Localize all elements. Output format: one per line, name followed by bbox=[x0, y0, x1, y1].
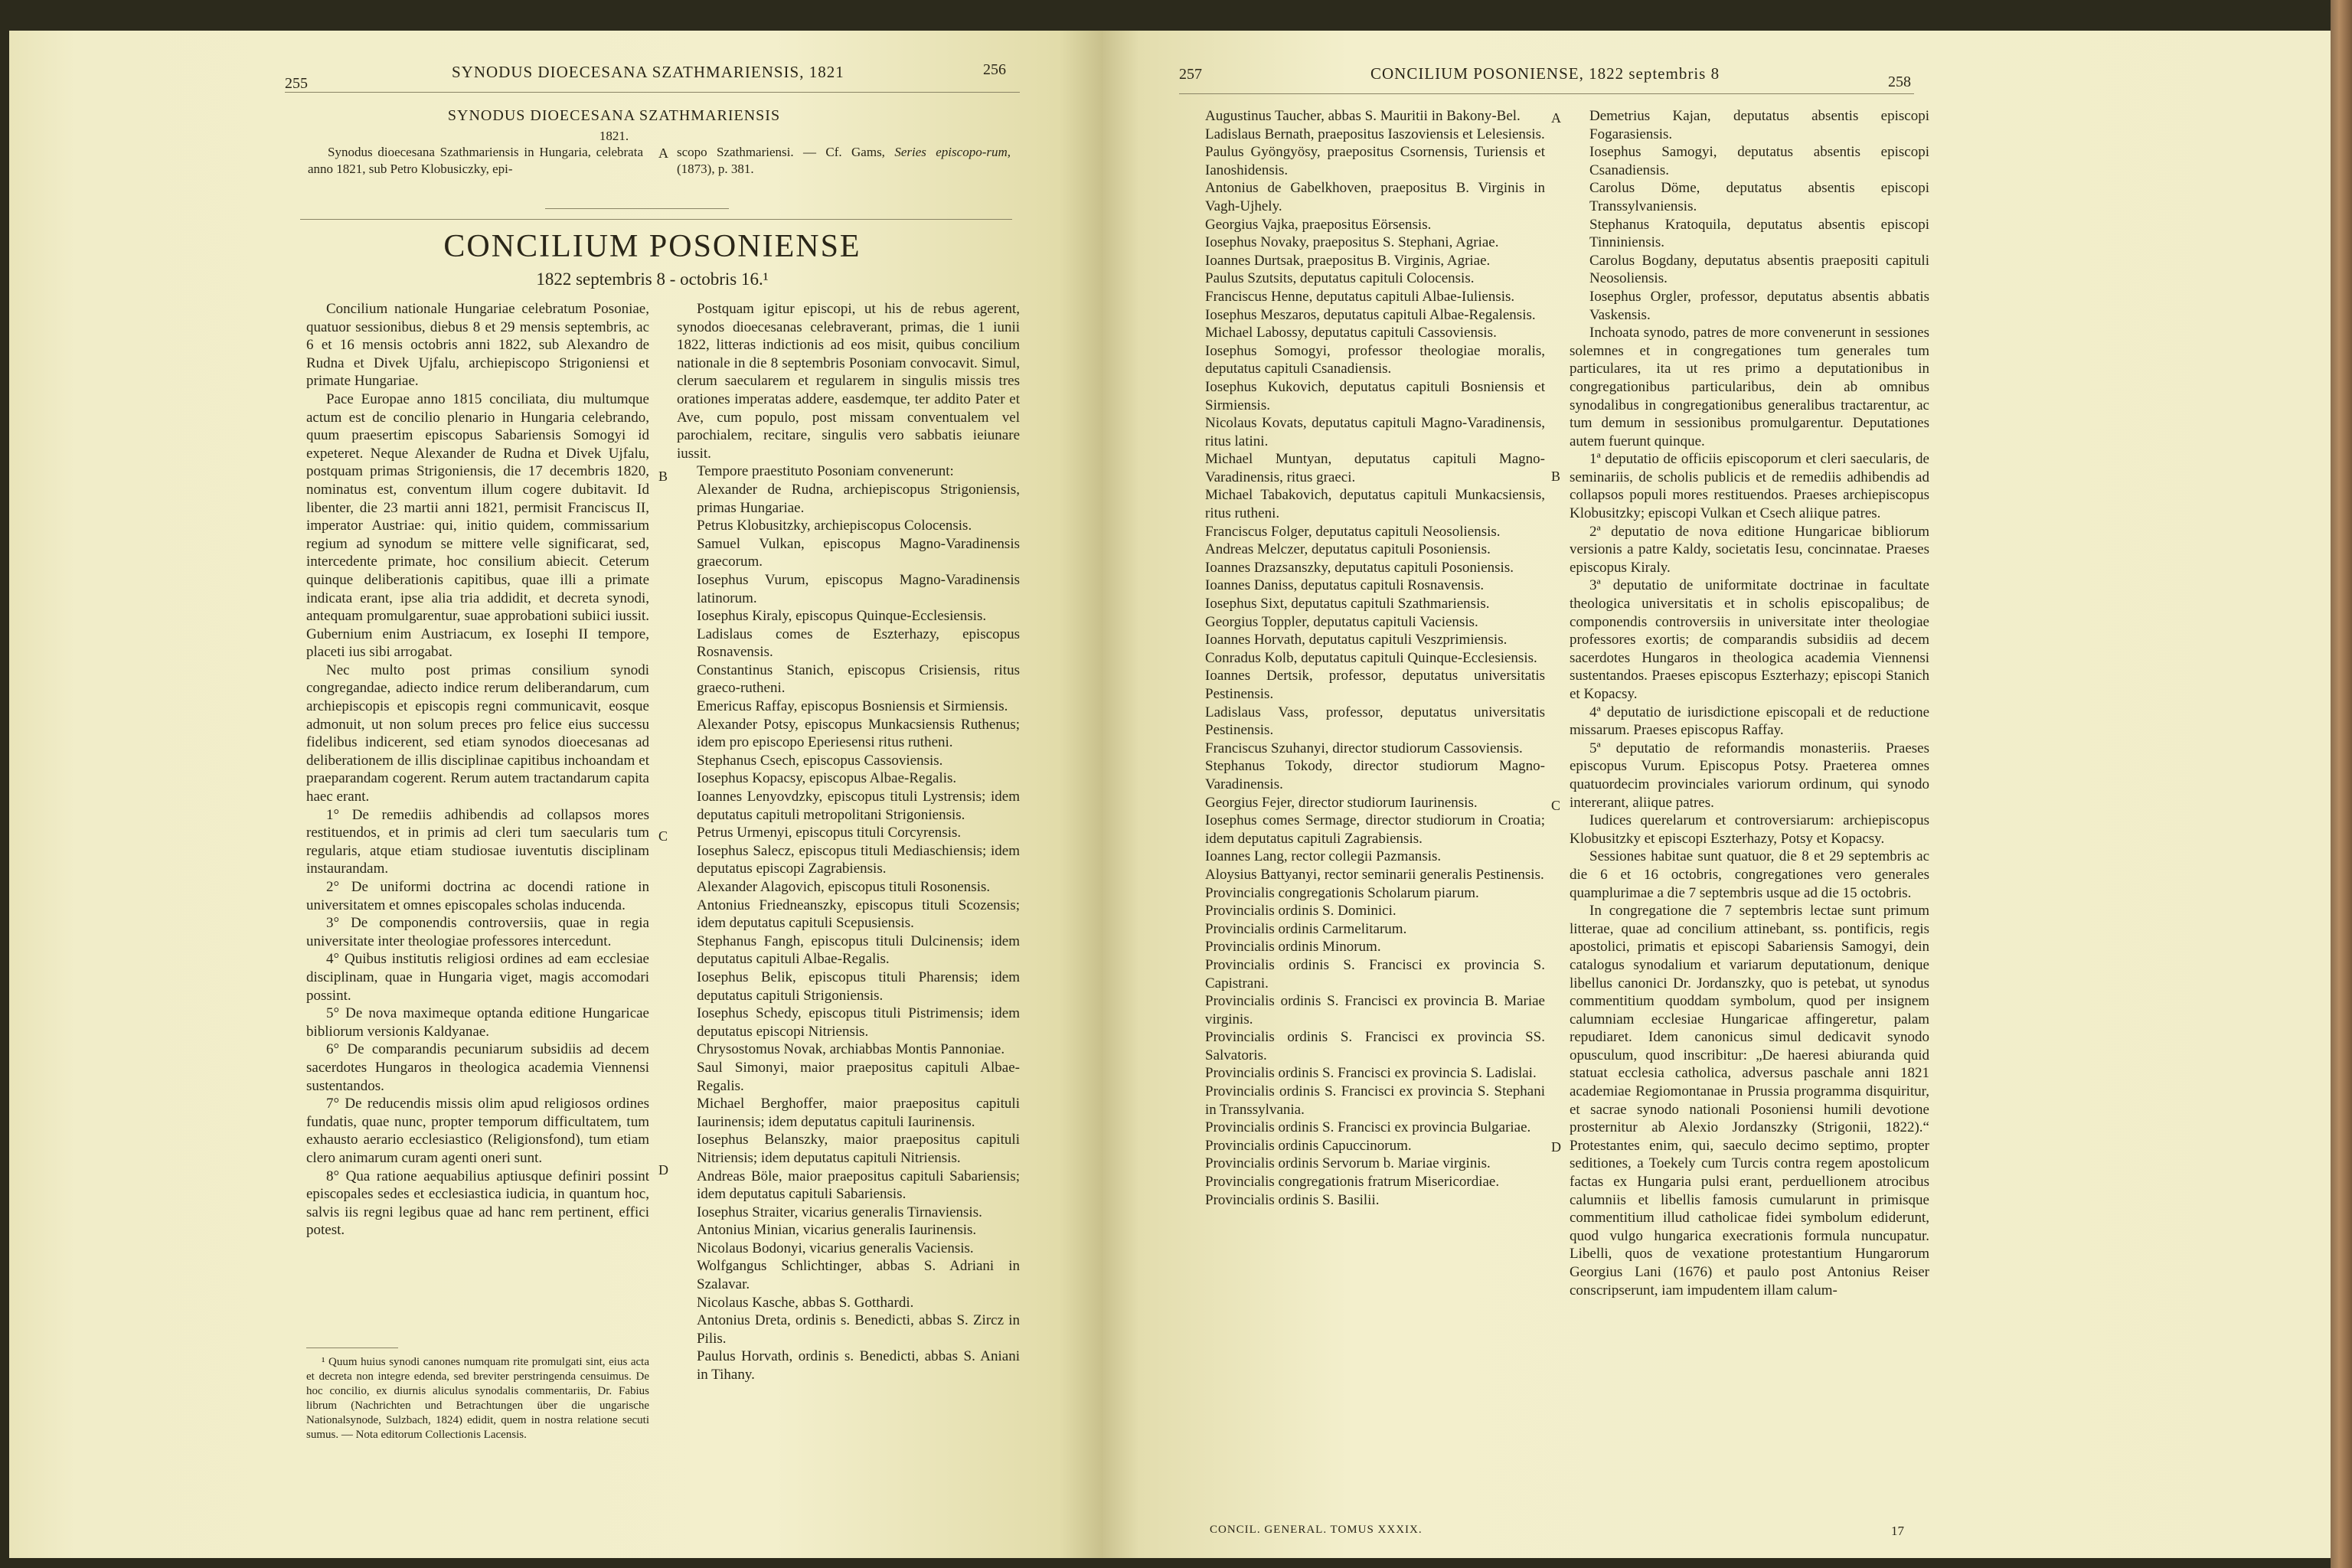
footnote bbox=[306, 1355, 649, 1442]
book-edge bbox=[2331, 0, 2352, 1568]
attendee-entry: Antonius Minian, vicarius generalis Iaurinensis. bbox=[697, 1222, 977, 1239]
synod-year: 1821. bbox=[599, 129, 629, 143]
attendee-entry: Iosephus Kukovich, deputatus capituli Bosniensis et Sirmiensis. bbox=[1205, 378, 1545, 413]
paragraph: Postquam igitur episcopi, ut his de rebus agerent, synodos dioecesanas celebraverant, primas, die 1 iunii 1822, litteras indictionis ad eos misit, quibus concilium nationale in die 8 septembris Posoniam convocavit. Simul, clerum saecularem et regularem in singulis missis tres orationes imperatas addere, easdemque, ter addito Pater et Ave, cum populo, post missam conventualem vel parochialem, recitare, singulis vero sabbatis ieiunare iussit. bbox=[677, 301, 1020, 462]
attendee-entry: Provincialis ordinis Minorum. bbox=[1205, 939, 1381, 956]
attendee-entry: Ladislaus comes de Eszterhazy, episcopus Rosnavensis. bbox=[697, 626, 1020, 661]
attendee-entry: Ioannes Daniss, deputatus capituli Rosnavensis. bbox=[1205, 577, 1485, 594]
attendee-entry: Antonius Dreta, ordinis s. Benedicti, abbas S. Zircz in Pilis. bbox=[697, 1312, 1020, 1347]
attendee-entry: Franciscus Folger, deputatus capituli Neosoliensis. bbox=[1205, 523, 1501, 540]
attendee-entry: Provincialis ordinis S. Francisci ex provincia Bulgariae. bbox=[1205, 1119, 1531, 1136]
synod-intro-b bbox=[677, 144, 1011, 178]
attendee-entry: Iosephus Kopacsy, episcopus Albae-Regalis. bbox=[697, 770, 957, 787]
paragraph: 7° De reducendis missis olim apud religiosos ordines fundatis, quae nunc, propter temporum difficultatem, tum exhausto aerario ecclesiastico (Religionsfond), tum etiam clero animarum curam agenti oneri sunt. bbox=[306, 1096, 649, 1166]
margin-marker-c: C bbox=[658, 828, 668, 844]
attendee-entry: Alexander Potsy, episcopus Munkacsiensis Ruthenus; idem pro episcopo Eperiesensi ritus rutheni. bbox=[697, 716, 1020, 751]
paragraph: Iudices querelarum et controversiarum: archiepiscopus Klobusitzky et episcopi Eszterhazy, Potsy et Kopacsy. bbox=[1570, 812, 1929, 847]
attendee-entry: Provincialis ordinis S. Francisci ex provincia B. Mariae virginis. bbox=[1205, 993, 1545, 1027]
attendee-entry: Michael Berghoffer, maior praepositus capituli Iaurinensis; idem deputatus capituli Iaurinensis. bbox=[697, 1096, 1020, 1130]
attendee-entry: Saul Simonyi, maior praepositus capituli Albae-Regalis. bbox=[697, 1059, 1020, 1094]
council-date: 1822 septembris 8 - octobris 16.¹ bbox=[536, 270, 769, 289]
paragraph: Nec multo post primas consilium synodi congregandae, adiecto indice rerum deliberandarum, cum archiepiscopis et episcopis regni communicavit, eosque admonuit, ut non solum preces pro felice eius successu fidelibus indicerent, sed etiam synodos dioecesanas ad deliberationem de illis disciplinae capitibus inchoandam et praeparandam cogerent. Rerum autem tractandarum capita haec erant. bbox=[306, 662, 649, 805]
attendee-entry: Nicolaus Kovats, deputatus capituli Magno-Varadinensis, ritus latini. bbox=[1205, 415, 1545, 449]
attendee-entry: Augustinus Taucher, abbas S. Mauritii in Bakony-Bel. bbox=[1205, 108, 1521, 124]
attendee-entry: Iosephus Vurum, episcopus Magno-Varadinensis latinorum. bbox=[697, 571, 1020, 606]
attendee-entry: Iosephus Straiter, vicarius generalis Tirnaviensis. bbox=[697, 1204, 982, 1220]
paragraph: In congregatione die 7 septembris lectae sunt primum litterae, quae ad concilium attinebant, ss. pontificis, regis apostolici, primatis et episcopi Sabariensis Samogyi, dein catalogus synodalium et variarum deputationum, denique libellus canonici Dr. Jordanszky, quo is petebat, ut synodus commentitium quoddam symbolum, quod per insignem calumniam ecclesiae Hungaricae affingeretur, palam repudiaret. Idem canonicus simul dedicavit synodo opusculum, quod inscribitur: „De haeresi abiuranda quid statuat ecclesia catholica, adversus paschale anni 1821 academiae Regiomontanae in Prussia programma disquiritur, et sacrae synodo nationali Posoniensi humili devotione prosternitur ab Alexio Jordanszky (Strigonii, 1822).“ Protestantes enim, qui, saeculo decimo septimo, propter seditiones, a Toekely cum Turcis contra regem apostolicum factas ex Hungaria pulsi erant, perduellionem atrocibus calumniis et libellis famosis cumularunt in primisque commentitium illud catholicae fidei symbolum ediderunt, quod vulgo hungarica execrationis formula nuncupatur. Libelli, quos de vexatione protestantium Hungarorum Georgius Lani (1676) et paulo post Antonius Reiser conscripserunt, iam impudentem illam calum- bbox=[1570, 903, 1929, 1298]
attendee-entry: Georgius Fejer, director studiorum Iaurinensis. bbox=[1205, 794, 1478, 811]
signature-line: CONCIL. GENERAL. TOMUS XXXIX. bbox=[1210, 1524, 1423, 1536]
attendee-entry: Iosephus Orgler, professor, deputatus absentis abbatis Vaskensis. bbox=[1589, 288, 1929, 323]
header-rule bbox=[285, 92, 1020, 93]
attendee-entry: Ioannes Drazsanszky, deputatus capituli Posoniensis. bbox=[1205, 559, 1514, 576]
attendee-entry: Antonius de Gabelkhoven, praepositus B. Virginis in Vagh-Ujhely. bbox=[1205, 180, 1545, 214]
margin-marker-a: A bbox=[658, 145, 668, 161]
attendee-entry: Provincialis congregationis Scholarum piarum. bbox=[1205, 884, 1479, 901]
paragraph: Concilium nationale Hungariae celebratum Posoniae, quatuor sessionibus, diebus 8 et 29 mensis septembris, ac 6 et 16 mensis octobris anni 1822, sub Alexandro de Rudna et Divek Ujfalu, archiepiscopo Strigoniensi et primate Hungariae. bbox=[306, 301, 649, 390]
page-number-256: 256 bbox=[983, 61, 1006, 78]
page-number-258: 258 bbox=[1888, 74, 1911, 90]
paragraph: 2ª deputatio de nova editione Hungaricae bibliorum versionis a patre Kaldy, societatis Iesu, concinnatae. Praeses episcopus Kiraly. bbox=[1570, 523, 1929, 576]
paragraph: Inchoata synodo, patres de more convenerunt in sessiones solemnes et in congregationes tum generales tum particulares, ita ut res primo a deputationibus in congregationibus particularibus, dein ab omnibus synodalibus in congregationibus generalibus tractarentur, ac tum demum in sessionibus promulgarentur. Deputationes autem fuerunt quinque. bbox=[1570, 325, 1929, 449]
attendee-entry: Demetrius Kajan, deputatus absentis episcopi Fogarasiensis. bbox=[1589, 108, 1929, 142]
attendee-entry: Paulus Szutsits, deputatus capituli Colocensis. bbox=[1205, 270, 1475, 287]
attendee-entry: Paulus Gyöngyösy, praepositus Csornensis, Turiensis et Ianoshidensis. bbox=[1205, 144, 1545, 178]
margin-marker-d: D bbox=[658, 1162, 668, 1178]
attendee-entry: Provincialis ordinis S. Francisci ex provincia S. Ladislai. bbox=[1205, 1065, 1537, 1082]
attendee-entry: Provincialis ordinis S. Francisci ex provincia S. Stephani in Transsylvania. bbox=[1205, 1083, 1545, 1118]
synod-text-b bbox=[677, 144, 1011, 178]
left-column-1 bbox=[306, 300, 649, 1240]
attendee-entry: Stephanus Kratoquila, deputatus absentis episcopi Tinniniensis. bbox=[1589, 216, 1929, 251]
attendee-entry: Iosephus Novaky, praepositus S. Stephani, Agriae. bbox=[1205, 234, 1499, 251]
header-rule bbox=[1179, 93, 1914, 94]
attendee-entry: Petrus Urmenyi, episcopus tituli Corcyrensis. bbox=[697, 825, 962, 841]
attendee-entry: Constantinus Stanich, episcopus Crisiensis, ritus graeco-rutheni. bbox=[697, 662, 1020, 697]
margin-marker-d: D bbox=[1551, 1139, 1561, 1155]
section-rule bbox=[545, 208, 729, 209]
attendee-entry: Ioannes Durtsak, praepositus B. Virginis, Agriae. bbox=[1205, 252, 1491, 269]
attendee-entry: Michael Labossy, deputatus capituli Cassoviensis. bbox=[1205, 325, 1497, 341]
right-column-2 bbox=[1570, 107, 1929, 1299]
synod-intro-a bbox=[308, 144, 643, 178]
attendee-entry: Provincialis congregationis fratrum Misericordiae. bbox=[1205, 1174, 1500, 1191]
running-head-right: CONCILIUM POSONIENSE, 1822 septembris 8 bbox=[1370, 64, 1720, 83]
attendee-entry: Stephanus Fangh, episcopus tituli Dulcinensis; idem deputatus capituli Albae-Regalis. bbox=[697, 933, 1020, 968]
attendee-entry: Provincialis ordinis Carmelitarum. bbox=[1205, 920, 1407, 937]
attendee-entry: Alexander Alagovich, episcopus tituli Rosonensis. bbox=[697, 879, 991, 895]
attendee-entry: Franciscus Szuhanyi, director studiorum Cassoviensis. bbox=[1205, 740, 1523, 756]
attendee-entry: Provincialis ordinis S. Francisci ex provincia SS. Salvatoris. bbox=[1205, 1029, 1545, 1063]
attendee-entry: Iosephus Somogyi, professor theologiae moralis, deputatus capituli Csanadiensis. bbox=[1205, 342, 1545, 377]
paragraph: Pace Europae anno 1815 conciliata, diu multumque actum est de concilio plenario in Hungaria celebrando, quum praesertim episcopus Sabariensis Somogyi id expeteret. Neque Alexander de Rudna et Divek Ujfalu, postquam primas Strigoniensis, die 17 decembris 1820, nominatus est, conventum illum cogere dubitavit. Id libenter, die 23 martii anni 1821, permisit Franciscus II, imperator Austriae: qui, initio quidem, commissarium regium ad synodum se mittere velle significarat, sed, intercedente primate, hoc consilium abiecit. Ceterum quinque deliberationis capitibus, quae illi a primate indicata erant, ipse alia tria addidit, et decreta synodi, antequam promulgarentur, suae approbationi subiici iussit. Gubernium enim Austriacum, ex Iosephi II tempore, placeti ius sibi arrogabat. bbox=[306, 390, 649, 661]
paragraph: 3ª deputatio de uniformitate doctrinae in facultate theologica universitatis et in scholis episcopalibus; de componendis controversiis in universitate inter theologiae professores exortis; de comparandis subsidiis ad decem sacerdotes Hungaros in theologica academia Viennensi sustentandos. Praeses episcopus Eszterhazy; episcopi Stanich et Kopacsy. bbox=[1570, 577, 1929, 702]
attendee-entry: Iosephus Schedy, episcopus tituli Pistrimensis; idem deputatus episcopi Nitriensis. bbox=[697, 1005, 1020, 1040]
paragraph: 4° Quibus institutis religiosi ordines ad eam ecclesiae disciplinam, quae in Hungaria viget, magis accomodari possint. bbox=[306, 951, 649, 1004]
margin-marker-c: C bbox=[1551, 798, 1561, 813]
footnote-text: ¹ Quum huius synodi canones numquam rite promulgati sint, eius acta et decreta non integre edenda, sed breviter perstringenda censuimus. De hoc concilio, ex diurnis aliculus synodalis commentariis, Dr. Fabius librum (Nachrichten und Betrachtungen über die ungarische Nationalsynode, Sulzbach, 1824) edidit, quem in nostra relatione secuti sumus. — Nota editorum Collectionis Lacensis. bbox=[306, 1356, 649, 1441]
attendee-entry: Iosephus Belik, episcopus tituli Pharensis; idem deputatus capituli Strigoniensis. bbox=[697, 969, 1020, 1004]
attendee-entry: Conradus Kolb, deputatus capituli Quinque-Ecclesiensis. bbox=[1205, 649, 1537, 666]
synod-text-b-title: Series episcopo-rum, bbox=[894, 145, 1011, 159]
attendee-entry: Stephanus Tokody, director studiorum Magno-Varadinensis. bbox=[1205, 758, 1545, 792]
paragraph: 8° Qua ratione aequabilius aptiusque definiri possint episcopales sedes et ecclesiastica iudicia, in quantum hoc, salvis iis regni legibus quae ad hanc rem pertinent, effici potest. bbox=[306, 1168, 649, 1239]
attendee-entry: Provincialis ordinis S. Dominici. bbox=[1205, 903, 1396, 920]
paragraph: 5ª deputatio de reformandis monasteriis. Praeses episcopus Vurum. Episcopus Potsy. Praeterea omnes quatuordecim provinciales variorum ordinum, qui synodo intererant, aliique patres. bbox=[1570, 740, 1929, 811]
attendee-entry: Chrysostomus Novak, archiabbas Montis Pannoniae. bbox=[697, 1041, 1005, 1058]
attendee-entry: Iosephus Meszaros, deputatus capituli Albae-Regalensis. bbox=[1205, 306, 1536, 323]
paragraph: 3° De componendis controversiis, quae in regia universitate inter theologiae professores intercedunt. bbox=[306, 915, 649, 949]
paragraph: 2° De uniformi doctrina ac docendi ratione in universitatem et omnes episcopales scholas inducenda. bbox=[306, 879, 649, 913]
attendee-entry: Emericus Raffay, episcopus Bosniensis et Sirmiensis. bbox=[697, 698, 1008, 715]
attendee-entry: Provincialis ordinis Servorum b. Mariae virginis. bbox=[1205, 1155, 1491, 1172]
attendee-entry: Ladislaus Bernath, praepositus Iaszoviensis et Lelesiensis. bbox=[1205, 126, 1545, 142]
attendee-entry: Iosephus Samogyi, deputatus absentis episcopi Csanadiensis. bbox=[1589, 144, 1929, 178]
attendee-entry: Samuel Vulkan, episcopus Magno-Varadinensis graecorum. bbox=[697, 535, 1020, 570]
attendee-entry: Iosephus Sixt, deputatus capituli Szathmariensis. bbox=[1205, 596, 1490, 612]
attendee-entry: Michael Muntyan, deputatus capituli Magno-Varadinensis, ritus graeci. bbox=[1205, 451, 1545, 485]
paragraph: 6° De comparandis pecuniarum subsidiis ad decem sacerdotes Hungaros in theologica academia Viennensi sustentandos. bbox=[306, 1041, 649, 1094]
attendee-entry: Iosephus Belanszky, maior praepositus capituli Nitriensis; idem deputatus capituli Nitriensis. bbox=[697, 1132, 1020, 1166]
synod-title: SYNODUS DIOECESANA SZATHMARIENSIS bbox=[447, 107, 781, 124]
attendee-entry: Andreas Böle, maior praepositus capituli Sabariensis; idem deputatus capituli Sabariensis. bbox=[697, 1168, 1020, 1203]
attendee-entry: Stephanus Csech, episcopus Cassoviensis. bbox=[697, 752, 943, 769]
left-page bbox=[9, 31, 1102, 1558]
attendee-entry: Antonius Friedneanszky, episcopus tituli Scozensis; idem deputatus capituli Scepusiensis. bbox=[697, 897, 1020, 932]
attendee-entry: Provincialis ordinis S. Francisci ex provincia S. Capistrani. bbox=[1205, 956, 1545, 991]
attendee-entry: Iosephus comes Sermage, director studiorum in Croatia; idem deputatus capituli Zagrabiensis. bbox=[1205, 812, 1545, 847]
synod-text-b-part2: (1873), p. 381. bbox=[677, 162, 754, 176]
paragraph: Tempore praestituto Posoniam convenerunt: bbox=[697, 463, 954, 480]
margin-marker-b: B bbox=[658, 469, 668, 484]
attendee-entry: Ladislaus Vass, professor, deputatus universitatis Pestinensis. bbox=[1205, 704, 1545, 739]
attendee-entry: Ioannes Dertsik, professor, deputatus universitatis Pestinensis. bbox=[1205, 668, 1545, 702]
paragraph: 1° De remediis adhibendis ad collapsos mores restituendos, et in primis ad cleri tum saecularis tum regularis, atque etiam studiosae iuventutis disciplinam instaurandam. bbox=[306, 806, 649, 877]
right-column-1 bbox=[1185, 107, 1545, 1209]
attendee-entry: Carolus Döme, deputatus absentis episcopi Transsylvaniensis. bbox=[1589, 180, 1929, 214]
council-title: CONCILIUM POSONIENSE bbox=[443, 229, 861, 264]
paragraph: Sessiones habitae sunt quatuor, die 8 et 29 septembris ac die 6 et 16 octobris, congregationes vero generales quamplurimae a die 7 septembris usque ad die 15 octobris. bbox=[1570, 848, 1929, 901]
synod-text-a: Synodus dioecesana Szathmariensis in Hungaria, celebrata anno 1821, sub Petro Klobusiczky, epi- bbox=[308, 145, 643, 176]
paragraph: 4ª deputatio de iurisdictione episcopali et de reductione missarum. Praeses episcopus Raffay. bbox=[1570, 704, 1929, 739]
attendee-entry: Ioannes Lang, rector collegii Pazmansis. bbox=[1205, 848, 1442, 865]
attendee-entry: Nicolaus Bodonyi, vicarius generalis Vaciensis. bbox=[697, 1240, 974, 1256]
right-page bbox=[1102, 31, 2331, 1558]
attendee-entry: Georgius Vajka, praepositus Eörsensis. bbox=[1205, 216, 1432, 233]
synod-text-b-part1: scopo Szathmariensi. — Cf. Gams, bbox=[677, 145, 895, 159]
page-footer-number: 17 bbox=[1891, 1524, 1904, 1538]
attendee-entry: Aloysius Battyanyi, rector seminarii generalis Pestinensis. bbox=[1205, 866, 1544, 883]
attendee-entry: Franciscus Henne, deputatus capituli Albae-Iuliensis. bbox=[1205, 288, 1515, 305]
attendee-entry: Georgius Toppler, deputatus capituli Vaciensis. bbox=[1205, 613, 1478, 630]
attendee-entry: Provincialis ordinis Capuccinorum. bbox=[1205, 1137, 1412, 1154]
section-rule-2 bbox=[300, 219, 1012, 220]
attendee-entry: Iosephus Kiraly, episcopus Quinque-Ecclesiensis. bbox=[697, 608, 987, 625]
attendee-entry: Iosephus Salecz, episcopus tituli Mediaschiensis; idem deputatus episcopi Zagrabiensis. bbox=[697, 842, 1020, 877]
attendee-entry: Michael Tabakovich, deputatus capituli Munkacsiensis, ritus rutheni. bbox=[1205, 487, 1545, 522]
attendee-entry: Paulus Horvath, ordinis s. Benedicti, abbas S. Aniani in Tihany. bbox=[697, 1348, 1020, 1383]
attendee-entry: Ioannes Horvath, deputatus capituli Veszprimiensis. bbox=[1205, 632, 1508, 648]
attendee-entry: Carolus Bogdany, deputatus absentis praepositi capituli Neosoliensis. bbox=[1589, 252, 1929, 287]
margin-marker-b: B bbox=[1551, 469, 1561, 484]
attendee-entry: Nicolaus Kasche, abbas S. Gotthardi. bbox=[697, 1294, 914, 1311]
attendee-entry: Alexander de Rudna, archiepiscopus Strigoniensis, primas Hungariae. bbox=[697, 481, 1020, 516]
attendee-entry: Ioannes Lenyovdzky, episcopus tituli Lystrensis; idem deputatus capituli metropolitani Strigoniensis. bbox=[697, 789, 1020, 823]
left-column-2 bbox=[677, 300, 1020, 1384]
attendee-entry: Petrus Klobusitzky, archiepiscopus Colocensis. bbox=[697, 518, 972, 534]
running-head-left: SYNODUS DIOECESANA SZATHMARIENSIS, 1821 bbox=[452, 63, 844, 81]
attendee-entry: Wolfgangus Schlichtinger, abbas S. Adriani in Szalavar. bbox=[697, 1258, 1020, 1293]
paragraph: 5° De nova maximeque optanda editione Hungaricae bibliorum versionis Kaldyanae. bbox=[306, 1005, 649, 1040]
margin-marker-a: A bbox=[1551, 110, 1561, 126]
attendee-entry: Andreas Melczer, deputatus capituli Posoniensis. bbox=[1205, 541, 1491, 558]
page-number-257: 257 bbox=[1179, 66, 1202, 83]
paragraph: 1ª deputatio de officiis episcoporum et cleri saecularis, de seminariis, de scholis publicis et de remediis adhibendis ad collapsos populi mores restituendos. Praeses archiepiscopus Klobusitzky; episcopi Vulkan et Csech aliique patres. bbox=[1570, 451, 1929, 522]
attendee-entry: Provincialis ordinis S. Basilii. bbox=[1205, 1191, 1380, 1208]
page-number-255: 255 bbox=[285, 75, 308, 92]
